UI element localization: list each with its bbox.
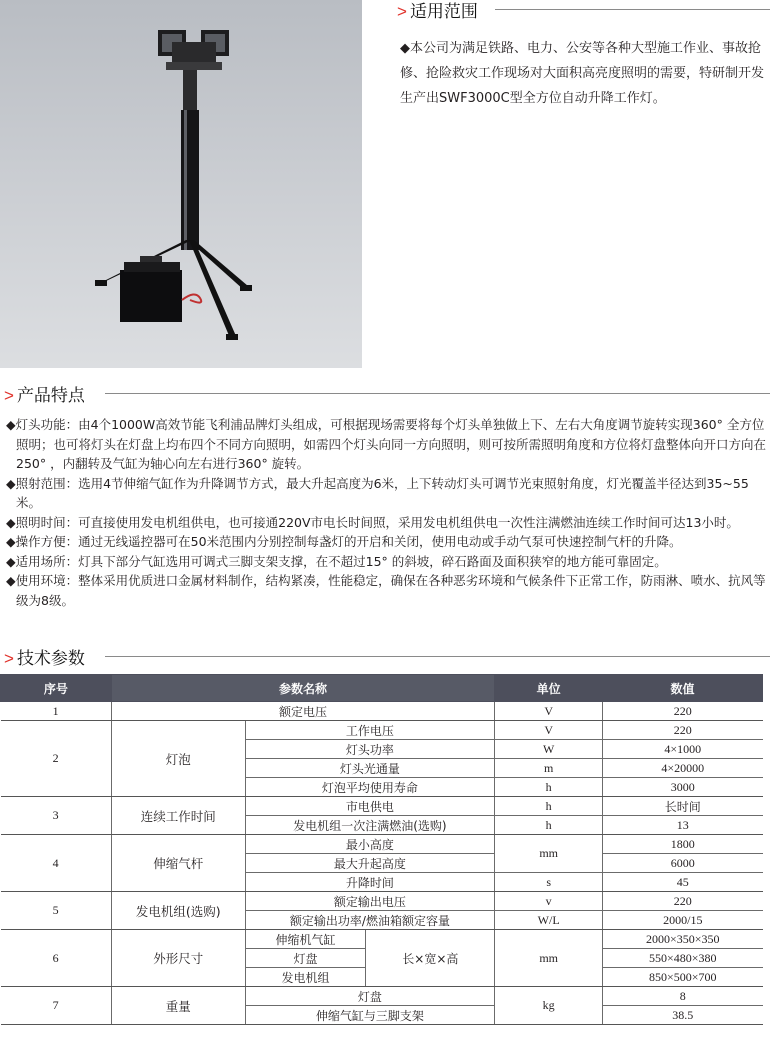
- param-name: 额定电压: [111, 702, 494, 721]
- param-group: 连续工作时间: [111, 797, 245, 835]
- param-name: 升降时间: [245, 873, 495, 892]
- value-cell: 220: [603, 702, 763, 721]
- param-name: 灯泡平均使用寿命: [245, 778, 495, 797]
- param-name: 灯头光通量: [245, 759, 495, 778]
- feature-item: ◆操作方便：通过无线遥控器可在50米范围内分别控制每盏灯的开启和关闭，使用电动或手动气泵可快速控制气杆的升降。: [6, 534, 682, 549]
- param-name: 灯盘: [245, 949, 366, 968]
- unit-cell: h: [495, 778, 603, 797]
- feature-list: [6, 415, 770, 610]
- value-cell: 220: [603, 892, 763, 911]
- row-number: 1: [1, 702, 112, 721]
- value-cell: 4×1000: [603, 740, 763, 759]
- section-title-text: 适用范围: [409, 2, 478, 22]
- product-photo: [0, 0, 362, 368]
- header-param: 参数名称: [111, 675, 494, 702]
- unit-cell: s: [495, 873, 603, 892]
- param-name: 伸缩机气缸: [245, 930, 366, 949]
- unit-cell: v: [495, 892, 603, 911]
- value-cell: 850×500×700: [603, 968, 763, 987]
- value-cell: 38.5: [603, 1006, 763, 1025]
- tower-light-illustration: [0, 0, 362, 368]
- section-title-text: 技术参数: [16, 649, 85, 669]
- table-row: [1, 835, 763, 854]
- unit-cell: kg: [495, 987, 603, 1025]
- section-marker: >: [4, 649, 14, 668]
- value-cell: 13: [603, 816, 763, 835]
- param-name: 灯盘: [245, 987, 495, 1006]
- table-row: [1, 892, 763, 911]
- table-row: [1, 930, 763, 949]
- value-cell: 长时间: [603, 797, 763, 816]
- section-marker: >: [4, 386, 14, 405]
- value-cell: 550×480×380: [603, 949, 763, 968]
- param-name: 灯头功率: [245, 740, 495, 759]
- param-group: 灯泡: [111, 721, 245, 797]
- unit-cell: mm: [495, 930, 603, 987]
- param-name: 发电机组一次注满燃油(选购): [245, 816, 495, 835]
- row-number: 4: [1, 835, 112, 892]
- param-name: 工作电压: [245, 721, 495, 740]
- param-group: 重量: [111, 987, 245, 1025]
- unit-cell: W: [495, 740, 603, 759]
- param-name: 额定输出电压: [245, 892, 495, 911]
- value-cell: 4×20000: [603, 759, 763, 778]
- row-number: 2: [1, 721, 112, 797]
- row-number: 5: [1, 892, 112, 930]
- unit-cell: V: [495, 702, 603, 721]
- value-cell: 220: [603, 721, 763, 740]
- param-group: 伸缩气杆: [111, 835, 245, 892]
- row-number: 3: [1, 797, 112, 835]
- feature-item: ◆适用场所：灯具下部分气缸选用可调式三脚支架支撑，在不超过15° 的斜坡，碎石路面及面积狭窄的地方能可靠固定。: [6, 553, 667, 569]
- unit-cell: h: [495, 816, 603, 835]
- table-row: [1, 987, 763, 1006]
- param-name: 发电机组: [245, 968, 366, 987]
- value-cell: 3000: [603, 778, 763, 797]
- feature-item: ◆照明时间：可直接使用发电机组供电，也可接通220V市电长时间照，采用发电机组供电一次性注满燃油连续工作时间可达13小时。: [6, 514, 739, 530]
- section-title-scope: [397, 0, 478, 22]
- row-number: 7: [1, 987, 112, 1025]
- table-header-row: [1, 675, 763, 702]
- value-cell: 2000/15: [603, 911, 763, 930]
- spec-table: [0, 674, 763, 1025]
- header-no: 序号: [1, 675, 112, 702]
- value-cell: 6000: [603, 854, 763, 873]
- row-number: 6: [1, 930, 112, 987]
- unit-cell: V: [495, 721, 603, 740]
- param-name: 市电供电: [245, 797, 495, 816]
- param-name: 最小高度: [245, 835, 495, 854]
- section-divider: [105, 393, 770, 394]
- unit-cell: mm: [495, 835, 603, 873]
- section-title-text: 产品特点: [16, 386, 85, 406]
- param-name: 最大升起高度: [245, 854, 495, 873]
- header-unit: 单位: [495, 675, 603, 702]
- unit-cell: m: [495, 759, 603, 778]
- section-title-features: [4, 381, 85, 406]
- section-divider: [105, 656, 770, 657]
- section-divider: [495, 9, 770, 10]
- value-cell: 1800: [603, 835, 763, 854]
- table-row: [1, 797, 763, 816]
- value-cell: 8: [603, 987, 763, 1006]
- param-name: 额定输出功率/燃油箱额定容量: [245, 911, 495, 930]
- feature-item: ◆照射范围：选用4节伸缩气缸作为升降调节方式，最大升起高度为6米，上下转动灯头可调节光束照射角度，灯光覆盖半径达到35~55米。: [6, 475, 749, 510]
- section-marker: >: [397, 2, 407, 21]
- section-title-specs: [4, 644, 85, 669]
- intro-text: ◆本公司为满足铁路、电力、公安等各种大型施工作业、事故抢修、抢险救灾工作现场对大面积高亮度照明的需要，特研制开发生产出SWF3000C型全方位自动升降工作灯。: [400, 41, 765, 106]
- table-row: [1, 721, 763, 740]
- param-group: 外形尺寸: [111, 930, 245, 987]
- dimension-format: 长×宽×高: [366, 930, 495, 987]
- header-value: 数值: [603, 675, 763, 702]
- feature-item: ◆灯头功能：由4个1000W高效节能飞利浦品牌灯头组成，可根据现场需要将每个灯头单独做上下、左右大角度调节旋转实现360° 全方位照明；也可将灯头在灯盘上均布四个不同方向照明，如需四个灯头向同一方向照明，则可按所需照明角度和方位将灯盘整体向开口方向在250° ，内翻转及气缸为轴心向左右进行360° 旋转。: [6, 417, 767, 471]
- value-cell: 45: [603, 873, 763, 892]
- feature-item: ◆使用环境：整体采用优质进口金属材料制作，结构紧凑，性能稳定，确保在各种恶劣环境和气候条件下正常工作，防雨淋、喷水、抗风等级为8级。: [6, 573, 766, 608]
- param-group: 发电机组(选购): [111, 892, 245, 930]
- table-row: [1, 702, 763, 721]
- value-cell: 2000×350×350: [603, 930, 763, 949]
- unit-cell: W/L: [495, 911, 603, 930]
- param-name: 伸缩气缸与三脚支架: [245, 1006, 495, 1025]
- unit-cell: h: [495, 797, 603, 816]
